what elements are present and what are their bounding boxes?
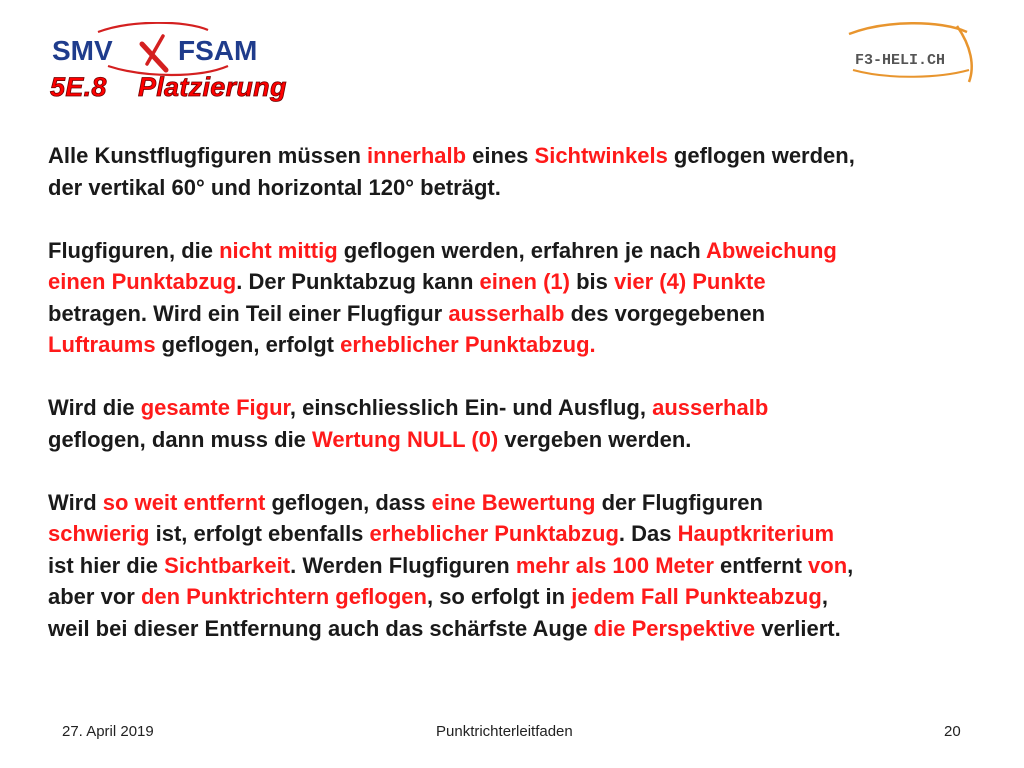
body-text: betragen. Wird ein Teil einer Flugfigur	[48, 300, 449, 326]
highlighted-text: von	[808, 552, 848, 578]
body-text: der Flugfiguren	[595, 489, 763, 515]
highlighted-text: ausserhalb	[652, 395, 769, 420]
logo-f3-arc-top	[849, 23, 967, 34]
logo-fsam-text: FSAM	[178, 35, 258, 66]
text-line	[48, 518, 998, 550]
text-line	[48, 266, 998, 298]
highlighted-text: vier (4) Punkte	[614, 269, 766, 294]
highlighted-text: gesamte Figur	[140, 395, 290, 420]
body-text: weil bei dieser Entfernung auch das schärfste Auge	[48, 615, 594, 641]
f3-heli-logo	[845, 20, 975, 88]
text-line	[48, 581, 998, 613]
body-text: Flugfiguren, die	[48, 237, 220, 263]
text-line	[48, 140, 998, 172]
body-text: geflogen werden,	[667, 143, 855, 168]
body-text: , so erfolgt in	[426, 584, 572, 609]
body-text: Alle Kunstflugfiguren müssen	[48, 143, 368, 168]
body-text: geflogen werden, erfahren je nach	[337, 237, 707, 263]
paragraph-2	[48, 235, 998, 361]
footer-title: Punktrichterleitfaden	[436, 723, 573, 740]
text-line	[48, 329, 998, 361]
body-text: aber vor	[48, 584, 141, 609]
text-line	[48, 550, 998, 582]
body-text: geflogen, erfolgt	[155, 332, 341, 357]
highlighted-text: eine Bewertung	[431, 489, 596, 515]
body-text: entfernt	[713, 552, 809, 578]
text-line	[48, 298, 998, 330]
logo-f3-arc-right	[957, 26, 972, 82]
body-text: Wird	[48, 489, 103, 515]
logo-smv-text: SMV	[52, 35, 113, 66]
text-line	[48, 172, 998, 204]
paragraph-4	[48, 487, 998, 645]
footer-page-number: 20	[944, 723, 961, 740]
body-text: eines	[466, 143, 535, 168]
highlighted-text: schwierig	[48, 521, 150, 546]
body-text: Wird die	[48, 395, 141, 420]
highlighted-text: Sichtbarkeit	[164, 552, 291, 578]
highlighted-text: Abweichung	[706, 237, 837, 263]
body-text: ist, erfolgt ebenfalls	[149, 521, 370, 546]
body-text: des vorgegebenen	[564, 300, 766, 326]
body-text: bis	[569, 269, 614, 294]
highlighted-text: so weit entfernt	[102, 489, 266, 515]
text-line	[48, 235, 998, 267]
body-text: . Werden Flugfiguren	[290, 552, 516, 578]
text-line	[48, 613, 998, 645]
highlighted-text: Luftraums	[48, 332, 156, 357]
highlighted-text: einen Punktabzug	[48, 269, 237, 294]
highlighted-text: erheblicher Punktabzug.	[340, 332, 596, 357]
highlighted-text: Hauptkriterium	[677, 521, 835, 546]
body-text: vergeben werden.	[498, 426, 692, 452]
logo-swoosh-top	[98, 23, 208, 32]
text-line	[48, 392, 998, 424]
text-line	[48, 487, 998, 519]
text-line	[48, 424, 998, 456]
highlighted-text: einen (1)	[479, 269, 570, 294]
slide-heading: 5E.8 Platzierung	[50, 72, 287, 102]
paragraph-1	[48, 140, 998, 203]
highlighted-text: ausserhalb	[448, 300, 565, 326]
highlighted-text: jedem Fall Punkteabzug	[571, 584, 822, 609]
body-text: ,	[821, 584, 828, 609]
body-text: ist hier die	[48, 552, 165, 578]
body-text: , einschliesslich Ein- und Ausflug,	[289, 395, 653, 420]
highlighted-text: nicht mittig	[219, 237, 338, 263]
slide-body	[48, 140, 998, 676]
body-text: ,	[847, 552, 854, 578]
highlighted-text: Wertung NULL (0)	[312, 426, 499, 452]
highlighted-text: den Punktrichtern geflogen	[140, 584, 427, 609]
paragraph-3	[48, 392, 998, 455]
body-text: der vertikal 60° und horizontal 120° beträgt.	[48, 174, 501, 200]
highlighted-text: Sichtwinkels	[534, 143, 668, 168]
body-text: . Das	[618, 521, 678, 546]
highlighted-text: innerhalb	[367, 143, 467, 168]
body-text: verliert.	[755, 615, 841, 641]
airplane-icon	[142, 36, 166, 70]
logo-f3-text: F3-HELI.CH	[855, 52, 946, 69]
body-text: . Der Punktabzug kann	[236, 269, 480, 294]
footer-date: 27. April 2019	[62, 723, 154, 740]
body-text: geflogen, dann muss die	[48, 426, 313, 452]
highlighted-text: mehr als 100 Meter	[515, 552, 714, 578]
body-text: geflogen, dass	[265, 489, 432, 515]
highlighted-text: erheblicher Punktabzug	[369, 521, 619, 546]
logo-f3-arc-bottom	[853, 70, 969, 77]
highlighted-text: die Perspektive	[593, 615, 756, 641]
